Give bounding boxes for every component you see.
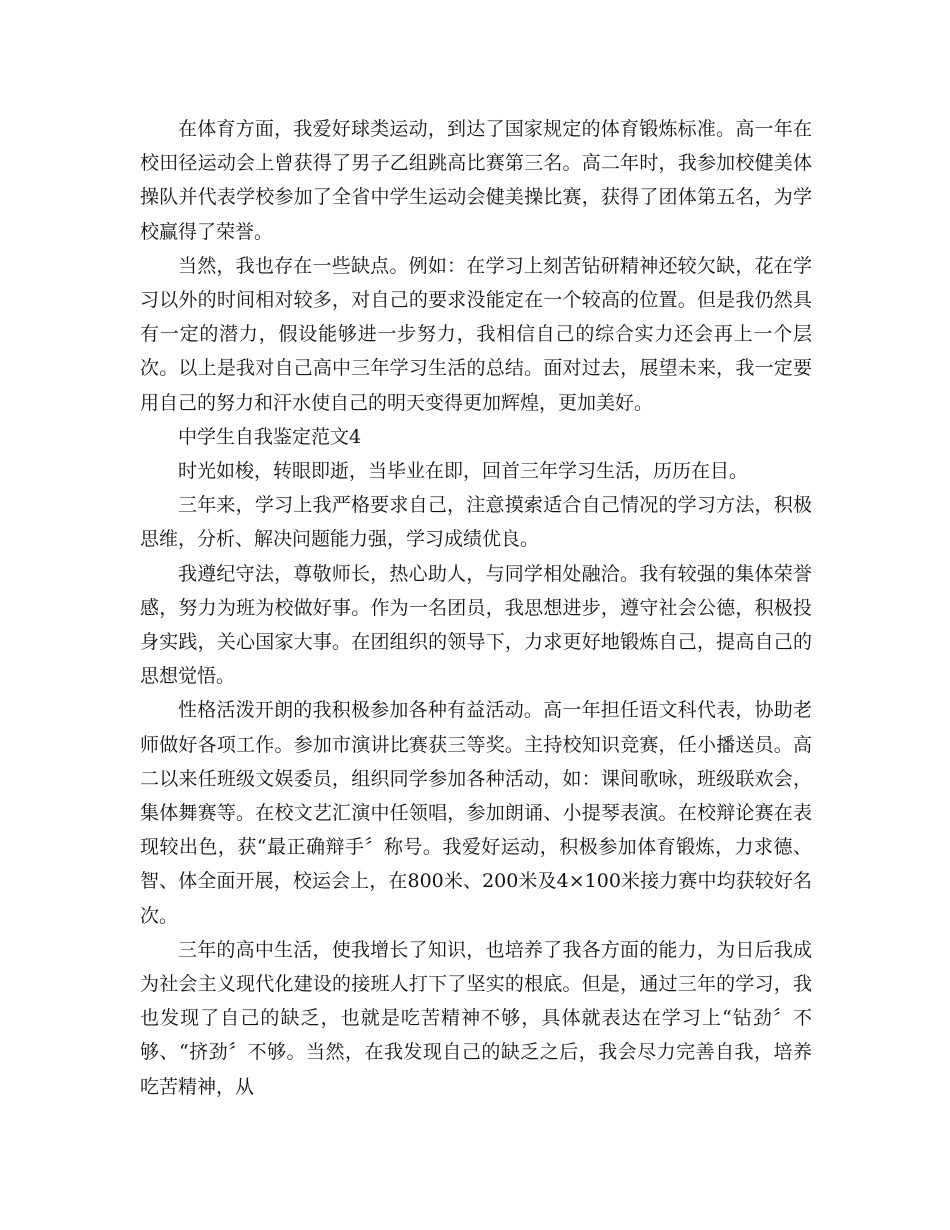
paragraph-study: 三年来，学习上我严格要求自己，注意摸索适合自己情况的学习方法，积极思维，分析、解决问题能力强，学习成绩优良。 — [140, 494, 812, 551]
paragraph-intro: 时光如梭，转眼即逝，当毕业在即，回首三年学习生活，历历在目。 — [178, 460, 749, 483]
paragraph-summary: 三年的高中生活，使我增长了知识，也培养了我各方面的能力，为日后我成为社会主义现代化建设的接班人打下了坚实的根底。但是，通过三年的学习，我也发现了自己的缺乏，也就是吃苦精神不够，具体就表达在学习上“钻劲〞不够、“挤劲〞不够。当然，在我发现自己的缺乏之后，我会尽力完善自我，培养吃苦精神，从 — [140, 938, 812, 1098]
section-heading: 中学生自我鉴定范文4 — [178, 425, 362, 448]
paragraph-activities: 性格活泼开朗的我积极参加各种有益活动。高一年担任语文科代表，协助老师做好各项工作。参加市演讲比赛获三等奖。主持校知识竞赛，任小播送员。高二以来任班级文娱委员，组织同学参加各种活动，如：课间歌咏，班级联欢会，集体舞赛等。在校文艺汇演中任领唱，参加朗诵、小提琴表演。在校辩论赛在表现较出色，获“最正确辩手〞称号。我爱好运动，积极参加体育锻炼，力求德、智、体全面开展，校运会上，在800米、200米及4×100米接力赛中均获较好名次。 — [140, 699, 812, 927]
paragraph-conduct: 我遵纪守法，尊敬师长，热心助人，与同学相处融洽。我有较强的集体荣誉感，努力为班为校做好事。作为一名团员，我思想进步，遵守社会公德，积极投身实践，关心国家大事。在团组织的领导下，力求更好地锻炼自己，提高自己的思想觉悟。 — [140, 562, 812, 688]
document-body — [140, 112, 812, 1104]
paragraph-sports: 在体育方面，我爱好球类运动，到达了国家规定的体育锻炼标准。高一年在校田径运动会上曾获得了男子乙组跳高比赛第三名。高二年时，我参加校健美体操队并代表学校参加了全省中学生运动会健美操比赛，获得了团体第五名，为学校赢得了荣誉。 — [140, 118, 812, 243]
paragraph-shortcomings: 当然，我也存在一些缺点。例如：在学习上刻苦钻研精神还较欠缺，花在学习以外的时间相对较多，对自己的要求没能定在一个较高的位置。但是我仍然具有一定的潜力，假设能够进一步努力，我相信自己的综合实力还会再上一个层次。以上是我对自己高中三年学习生活的总结。面对过去，展望未来，我一定要用自己的努力和汗水使自己的明天变得更加辉煌，更加美好。 — [140, 254, 812, 414]
